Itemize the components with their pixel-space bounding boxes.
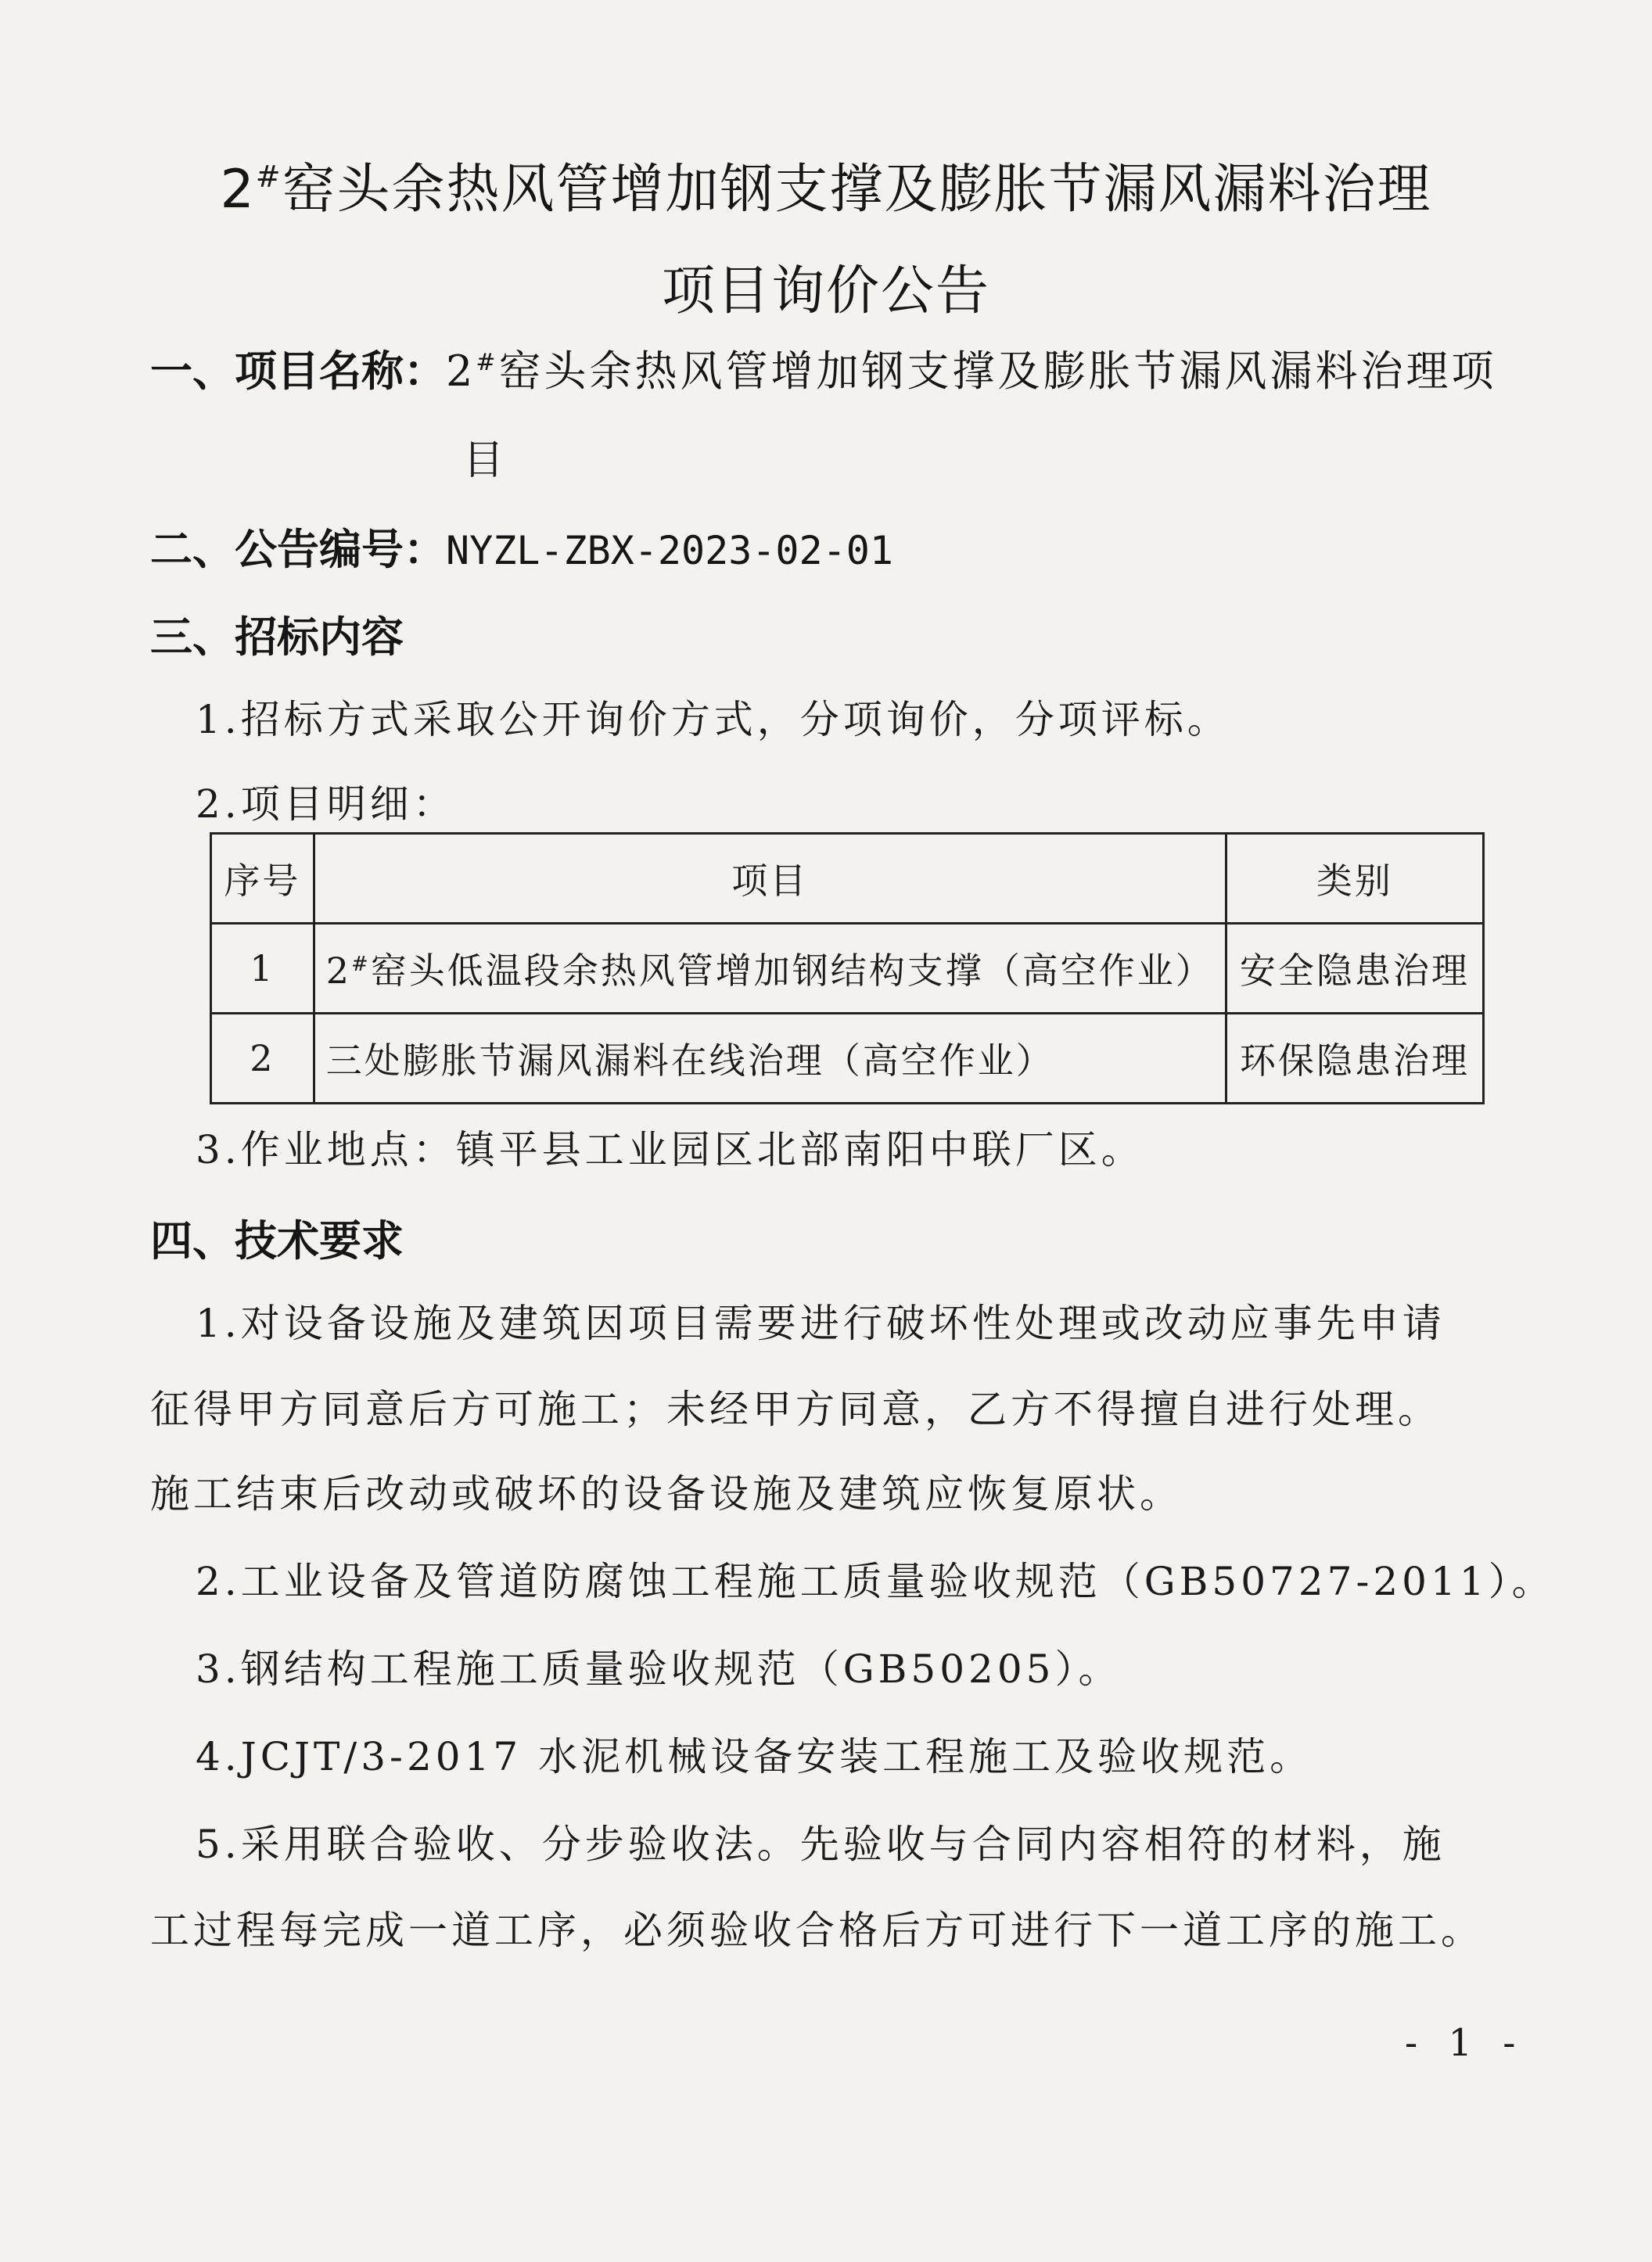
section-label: 一、项目名称： bbox=[150, 346, 446, 396]
tech-req-2: 2.工业设备及管道防腐蚀工程施工质量验收规范（GB50727-2011）。 bbox=[196, 1559, 1555, 1604]
table-row bbox=[211, 924, 1484, 1014]
row-category: 安全隐患治理 bbox=[1226, 924, 1483, 1014]
section-technical-requirements: 四、技术要求 bbox=[150, 1216, 404, 1266]
row-item: 2#窑头低温段余热风管增加钢结构支撑（高空作业） bbox=[314, 924, 1226, 1014]
tech-req-4: 4.JCJT/3-2017 水泥机械设备安装工程施工及验收规范。 bbox=[196, 1734, 1313, 1779]
tech-req-5-line2: 工过程每完成一道工序，必须验收合格后方可进行下一道工序的施工。 bbox=[150, 1908, 1484, 1953]
section-bidding-content: 三、招标内容 bbox=[150, 612, 404, 662]
section-notice-number bbox=[150, 516, 893, 576]
project-details-label: 2.项目明细： bbox=[196, 781, 456, 827]
project-name-value: 2#窑头余热风管增加钢支撑及膨胀节漏风漏料治理项 bbox=[446, 346, 1497, 396]
header-category: 类别 bbox=[1226, 834, 1483, 924]
project-details-table bbox=[210, 832, 1485, 1104]
tech-req-1-line1: 1.对设备设施及建筑因项目需要进行破坏性处理或改动应事先申请 bbox=[196, 1301, 1446, 1346]
table-header-row bbox=[211, 834, 1484, 924]
tech-req-5-line1: 5.采用联合验收、分步验收法。先验收与合同内容相符的材料，施 bbox=[196, 1822, 1446, 1867]
section-label: 二、公告编号： bbox=[150, 525, 446, 574]
project-name-value-cont: 目 bbox=[463, 437, 508, 484]
header-item: 项目 bbox=[314, 834, 1226, 924]
row-category: 环保隐患治理 bbox=[1226, 1014, 1483, 1104]
document-title-line2: 项目询价公告 bbox=[661, 260, 990, 322]
tech-req-1-line2: 征得甲方同意后方可施工；未经甲方同意，乙方不得擅自进行处理。 bbox=[150, 1387, 1441, 1432]
page-number: - 1 - bbox=[1405, 2021, 1525, 2065]
bidding-method: 1.招标方式采取公开询价方式，分项询价，分项评标。 bbox=[196, 697, 1230, 742]
notice-number-value: NYZL-ZBX-2023-02-01 bbox=[446, 528, 893, 573]
row-no: 2 bbox=[211, 1014, 314, 1104]
tech-req-3: 3.钢结构工程施工质量验收规范（GB50205）。 bbox=[196, 1646, 1122, 1692]
tech-req-1-line3: 施工结束后改动或破坏的设备设施及建筑应恢复原状。 bbox=[150, 1471, 1183, 1517]
work-location: 3.作业地点：镇平县工业园区北部南阳中联厂区。 bbox=[196, 1127, 1144, 1172]
row-no: 1 bbox=[211, 924, 314, 1014]
section-project-name bbox=[150, 338, 1497, 398]
document-title-line1: 2#窑头余热风管增加钢支撑及膨胀节漏风漏料治理 bbox=[220, 159, 1432, 221]
table-row bbox=[211, 1014, 1484, 1104]
header-no: 序号 bbox=[211, 834, 314, 924]
row-item: 三处膨胀节漏风漏料在线治理（高空作业） bbox=[314, 1014, 1226, 1104]
